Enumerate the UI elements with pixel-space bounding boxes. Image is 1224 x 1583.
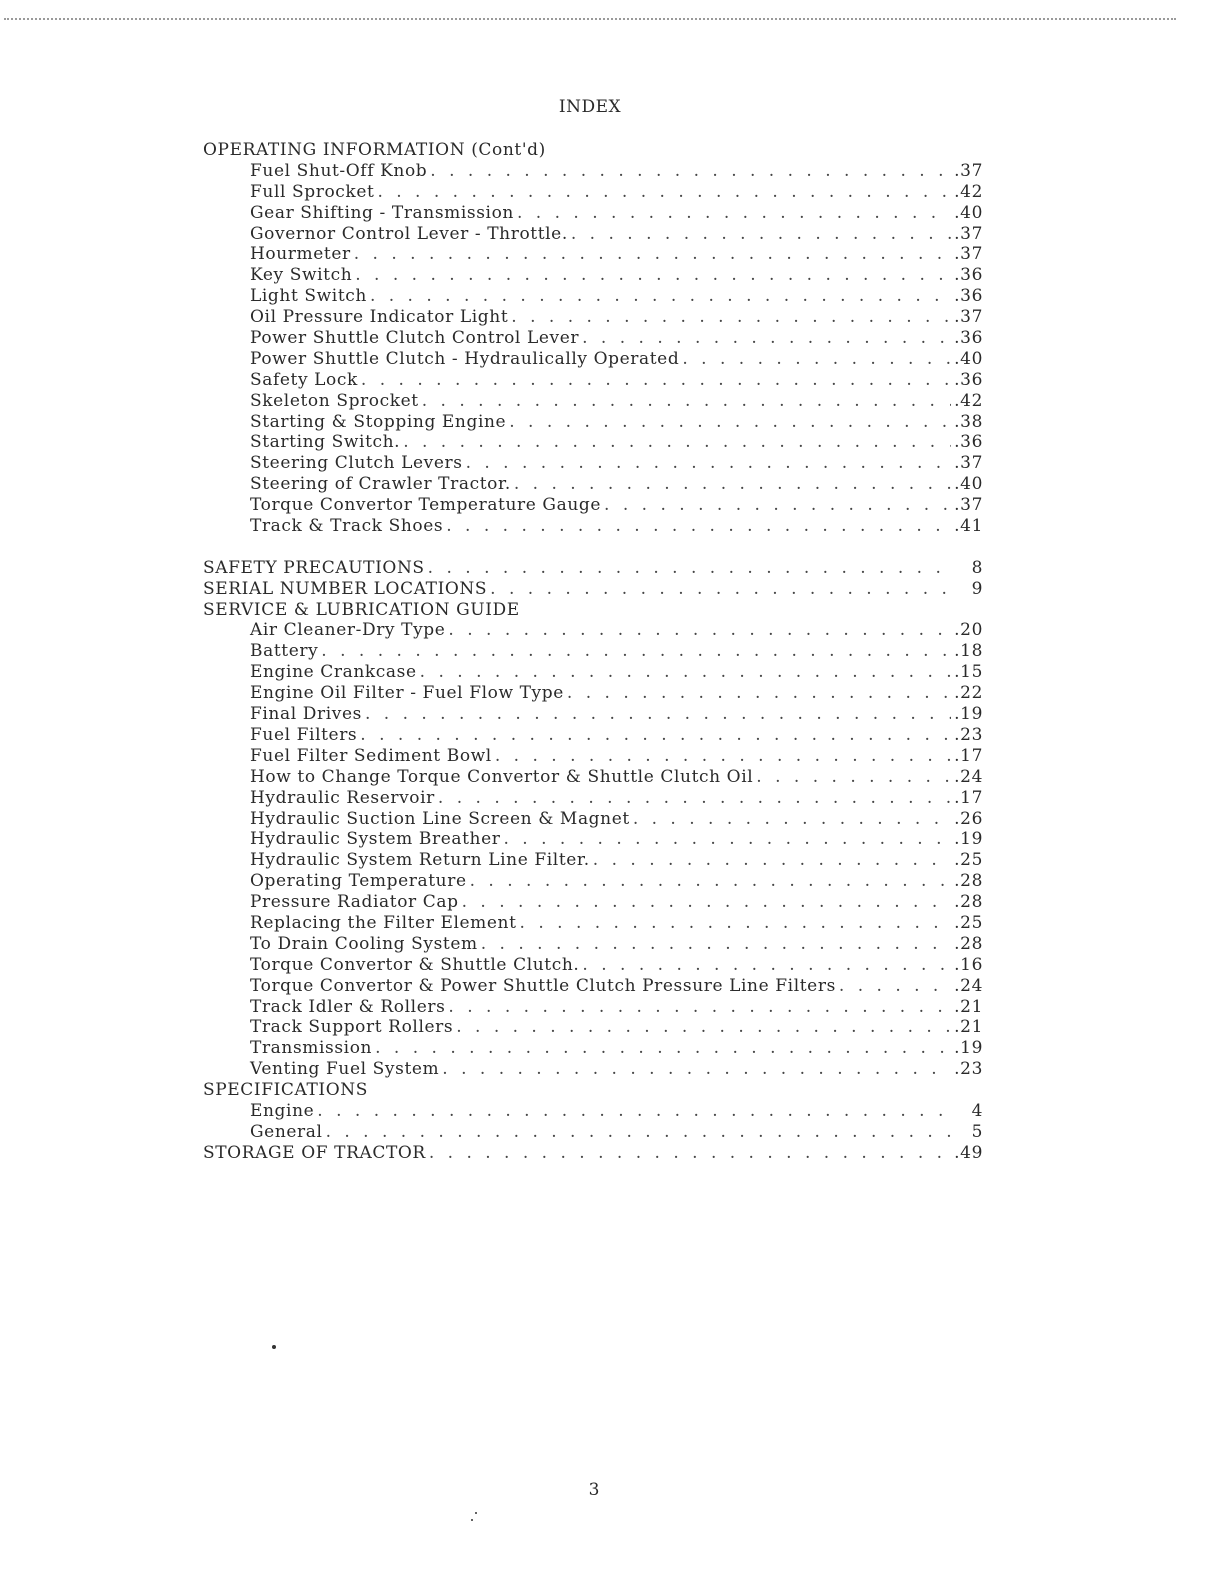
page-reference: .17 [954, 787, 983, 808]
index-entry [203, 913, 983, 934]
entry-label: Final Drives [250, 704, 362, 725]
index-section-heading [203, 600, 983, 621]
dot-leader [442, 1059, 951, 1080]
entry-label: Steering of Crawler Tractor. [250, 474, 511, 495]
page-reference: .21 [954, 1017, 983, 1038]
dot-leader [377, 182, 951, 203]
page-reference: .19 [954, 704, 983, 725]
page-reference: .37 [954, 495, 983, 516]
index-entry [203, 809, 983, 830]
page-reference: .23 [954, 724, 983, 745]
page-reference: .28 [954, 871, 983, 892]
entry-label: Skeleton Sprocket [250, 390, 419, 411]
dot-leader [321, 641, 951, 662]
page-reference: .37 [954, 160, 983, 181]
page-reference: .24 [954, 975, 983, 996]
page-reference: .40 [954, 474, 983, 495]
dot-leader [682, 349, 951, 370]
dot-leader [361, 370, 951, 391]
index-entry [203, 265, 983, 286]
dot-leader [504, 829, 952, 850]
dot-leader [456, 1017, 951, 1038]
page-reference: 9 [971, 578, 983, 599]
page-reference: .49 [954, 1142, 983, 1163]
dot-leader [633, 809, 951, 830]
entry-label: Operating Temperature [250, 871, 467, 892]
index-entry [203, 788, 983, 809]
entry-label: Starting Switch. [250, 432, 401, 453]
dot-leader [428, 558, 954, 579]
index-entry [203, 244, 983, 265]
entry-label: Hydraulic System Breather [250, 829, 501, 850]
index-section-heading [203, 140, 983, 161]
dot-leader [317, 1101, 954, 1122]
scan-top-rule [4, 18, 1176, 20]
entry-label: Hydraulic Reservoir [250, 787, 435, 808]
dot-leader [839, 976, 951, 997]
page-reference: .25 [954, 912, 983, 933]
dot-leader [517, 203, 951, 224]
index-entry [203, 370, 983, 391]
page-reference: .37 [954, 307, 983, 328]
scan-speck [471, 1519, 473, 1521]
page-reference: .22 [954, 683, 983, 704]
page-reference: 8 [971, 557, 983, 578]
index-entry [203, 976, 983, 997]
dot-leader [448, 620, 951, 641]
index-entry [203, 1122, 983, 1143]
dot-leader [326, 1122, 954, 1143]
dot-leader [370, 286, 951, 307]
dot-leader [509, 412, 951, 433]
section-label: OPERATING INFORMATION (Cont'd) [203, 140, 546, 160]
entry-label: Air Cleaner-Dry Type [250, 620, 446, 641]
dot-leader [481, 934, 951, 955]
entry-label: Governor Control Lever - Throttle. [250, 223, 568, 244]
page-reference: .15 [954, 662, 983, 683]
entry-label: How to Change Torque Convertor & Shuttle Clutch Oil [250, 766, 754, 787]
scan-speck [272, 1345, 276, 1349]
page-reference: .40 [954, 202, 983, 223]
index-entry [203, 725, 983, 746]
index-entry [203, 495, 983, 516]
dot-leader [582, 328, 951, 349]
entry-label: Key Switch [250, 265, 353, 286]
section-label: SERVICE & LUBRICATION GUIDE [203, 599, 520, 620]
entry-label: Torque Convertor Temperature Gauge [250, 495, 602, 516]
entry-label: Pressure Radiator Cap [250, 892, 459, 913]
entry-label: Track & Track Shoes [250, 516, 444, 537]
dot-leader [567, 683, 951, 704]
entry-label: Replacing the Filter Element [250, 912, 517, 933]
entry-label: Torque Convertor & Power Shuttle Clutch Pressure Line Filters [250, 975, 836, 996]
page-reference: .16 [954, 954, 983, 975]
index-section-heading [203, 1080, 983, 1101]
entry-label: Battery [250, 641, 319, 662]
entry-label: Engine [250, 1100, 315, 1121]
index-entry [203, 516, 983, 537]
page-reference: .17 [954, 745, 983, 766]
page-reference: .36 [954, 369, 983, 390]
entry-label: Power Shuttle Clutch Control Lever [250, 328, 580, 349]
page-reference: .21 [954, 996, 983, 1017]
index-entry [203, 182, 983, 203]
index-entry [203, 1038, 983, 1059]
page-reference: .41 [954, 516, 983, 537]
index-entry [203, 767, 983, 788]
dot-leader [438, 788, 951, 809]
index-entry [203, 620, 983, 641]
index-section-heading [203, 558, 983, 579]
entry-label: Track Idler & Rollers [250, 996, 446, 1017]
dot-leader [470, 871, 952, 892]
entry-label: Engine Crankcase [250, 662, 417, 683]
dot-leader [582, 955, 951, 976]
index-entry [203, 1059, 983, 1080]
page-reference: .42 [954, 390, 983, 411]
index-entry [203, 1017, 983, 1038]
page-reference: .36 [954, 432, 983, 453]
index-entry [203, 203, 983, 224]
page-reference: .26 [954, 808, 983, 829]
index-entry [203, 746, 983, 767]
entry-label: General [250, 1121, 323, 1142]
page-reference: .18 [954, 641, 983, 662]
scan-speck [475, 1512, 477, 1514]
entry-label: Oil Pressure Indicator Light [250, 307, 509, 328]
page-reference: 5 [971, 1121, 983, 1142]
dot-leader [355, 265, 951, 286]
index-entry [203, 662, 983, 683]
dot-leader [403, 432, 951, 453]
index-title: INDEX [558, 97, 622, 117]
index-entry [203, 161, 983, 182]
entry-label: Starting & Stopping Engine [250, 411, 507, 432]
page-reference: .36 [954, 265, 983, 286]
entry-label: Safety Lock [250, 369, 358, 390]
dot-leader [495, 746, 951, 767]
index-entry [203, 871, 983, 892]
index-entry [203, 641, 983, 662]
index-entry [203, 286, 983, 307]
index-entry [203, 997, 983, 1018]
dot-leader [360, 725, 951, 746]
page-reference: 4 [971, 1100, 983, 1121]
index-entry [203, 474, 983, 495]
dot-leader [429, 1143, 951, 1164]
dot-leader [520, 913, 952, 934]
page-reference: .38 [954, 411, 983, 432]
entry-label: Transmission [250, 1038, 373, 1059]
section-label: SERIAL NUMBER LOCATIONS [203, 578, 488, 599]
index-entry [203, 955, 983, 976]
page-reference: .23 [954, 1059, 983, 1080]
page-reference: .25 [954, 850, 983, 871]
dot-leader [446, 516, 951, 537]
index-section-heading [203, 579, 983, 600]
index-entry [203, 412, 983, 433]
index-entry [203, 307, 983, 328]
index-entry [203, 934, 983, 955]
dot-leader [354, 244, 951, 265]
dot-leader [490, 579, 954, 600]
page-reference: .24 [954, 766, 983, 787]
dot-leader [756, 767, 951, 788]
entry-label: Full Sprocket [250, 181, 375, 202]
dot-leader [375, 1038, 951, 1059]
entry-label: Fuel Shut-Off Knob [250, 160, 428, 181]
dot-leader [365, 704, 951, 725]
section-label: SPECIFICATIONS [203, 1080, 368, 1101]
entry-label: Hourmeter [250, 244, 351, 265]
dot-leader [448, 997, 951, 1018]
index-entry [203, 704, 983, 725]
page-reference: .28 [954, 892, 983, 913]
dot-leader [420, 662, 952, 683]
page-reference: .40 [954, 348, 983, 369]
page-reference: .20 [954, 620, 983, 641]
page-reference: .42 [954, 181, 983, 202]
dot-leader [462, 892, 952, 913]
dot-leader [593, 850, 951, 871]
index-entry [203, 391, 983, 412]
page-reference: .36 [954, 328, 983, 349]
page-reference: .19 [954, 829, 983, 850]
index-list [203, 140, 983, 1164]
page-reference: .28 [954, 933, 983, 954]
page-reference: .37 [954, 244, 983, 265]
entry-label: Hydraulic System Return Line Filter. [250, 850, 590, 871]
entry-label: Engine Oil Filter - Fuel Flow Type [250, 683, 564, 704]
page-number: 3 [588, 1480, 600, 1500]
dot-leader [604, 495, 951, 516]
entry-label: Fuel Filter Sediment Bowl [250, 745, 492, 766]
entry-label: Torque Convertor & Shuttle Clutch. [250, 954, 580, 975]
entry-label: To Drain Cooling System [250, 933, 478, 954]
entry-label: Gear Shifting - Transmission [250, 202, 514, 223]
dot-leader [430, 161, 951, 182]
page-reference: .36 [954, 286, 983, 307]
index-entry [203, 1101, 983, 1122]
dot-leader [466, 453, 952, 474]
index-entry [203, 328, 983, 349]
dot-leader [514, 474, 951, 495]
dot-leader [422, 391, 951, 412]
entry-label: Light Switch [250, 286, 367, 307]
dot-leader [511, 307, 951, 328]
section-label: SAFETY PRECAUTIONS [203, 557, 425, 578]
index-entry [203, 349, 983, 370]
index-entry [203, 683, 983, 704]
index-entry [203, 224, 983, 245]
section-label: STORAGE OF TRACTOR [203, 1142, 426, 1163]
entry-label: Track Support Rollers [250, 1017, 454, 1038]
page-reference: .19 [954, 1038, 983, 1059]
index-entry [203, 892, 983, 913]
index-entry [203, 850, 983, 871]
dot-leader [571, 224, 951, 245]
page-reference: .37 [954, 223, 983, 244]
index-entry [203, 829, 983, 850]
entry-label: Venting Fuel System [250, 1059, 440, 1080]
entry-label: Power Shuttle Clutch - Hydraulically Operated [250, 348, 680, 369]
page-reference: .37 [954, 453, 983, 474]
entry-label: Steering Clutch Levers [250, 453, 463, 474]
entry-label: Fuel Filters [250, 724, 358, 745]
index-entry [203, 453, 983, 474]
index-entry [203, 432, 983, 453]
entry-label: Hydraulic Suction Line Screen & Magnet [250, 808, 630, 829]
index-section-heading [203, 1143, 983, 1164]
